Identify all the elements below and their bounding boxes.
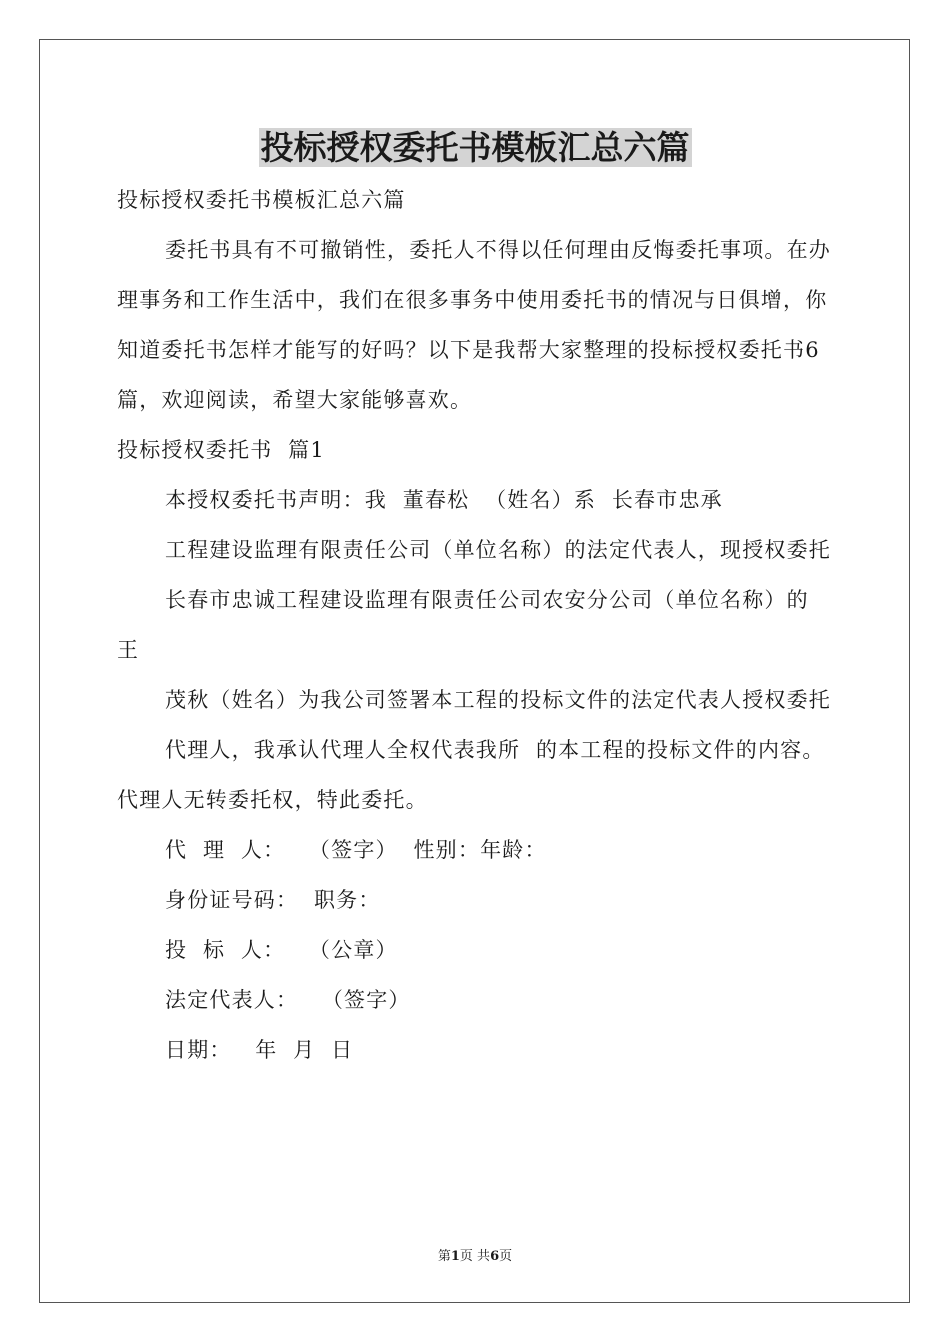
footer-prefix: 第 xyxy=(437,1249,451,1264)
footer-suffix: 页 xyxy=(499,1249,513,1264)
declaration-paragraph-1: 本授权委托书声明：我 董春松 （姓名）系 长春市忠承 xyxy=(165,488,723,512)
footer-middle: 页 共 xyxy=(459,1249,491,1264)
declaration-paragraph-3: 长春市忠诚工程建设监理有限责任公司农安分公司（单位名称）的 王 xyxy=(117,588,825,662)
document-title xyxy=(0,126,950,170)
declaration-paragraph-2: 工程建设监理有限责任公司（单位名称）的法定代表人，现授权委托 xyxy=(165,538,831,562)
form-line-id-number: 身份证号码： 职务： xyxy=(165,888,381,912)
document-title-text: 投标授权委托书模板汇总六篇 xyxy=(260,128,690,167)
form-line-legal-rep: 法定代表人： （签字） xyxy=(165,988,411,1012)
document-body xyxy=(117,175,841,1075)
declaration-paragraph-4: 茂秋（姓名）为我公司签署本工程的投标文件的法定代表人授权委托 xyxy=(165,688,831,712)
form-line-date: 日期： 年 月 日 xyxy=(165,1038,354,1062)
section-heading: 投标授权委托书 篇1 xyxy=(117,438,325,462)
footer-page-number: 1 xyxy=(450,1249,460,1264)
form-line-agent: 代 理 人： （签字） 性别：年龄： xyxy=(165,838,547,862)
intro-paragraph: 委托书具有不可撤销性，委托人不得以任何理由反悔委托事项。在办理事务和工作生活中，我们在很多事务中使用委托书的情况与日俱增，你知道委托书怎样才能写的好吗？以下是我帮大家整理的投标授权委托书6篇，欢迎阅读，希望大家能够喜欢。 xyxy=(117,238,831,412)
form-line-bidder: 投 标 人： （公章） xyxy=(165,938,398,962)
declaration-paragraph-5: 代理人，我承认代理人全权代表我所 的本工程的投标文件的内容。 代理人无转委托权，特此委托。 xyxy=(117,738,841,812)
document-subtitle: 投标授权委托书模板汇总六篇 xyxy=(117,188,406,212)
footer-total-pages: 6 xyxy=(490,1249,500,1264)
page-footer xyxy=(0,1248,950,1266)
